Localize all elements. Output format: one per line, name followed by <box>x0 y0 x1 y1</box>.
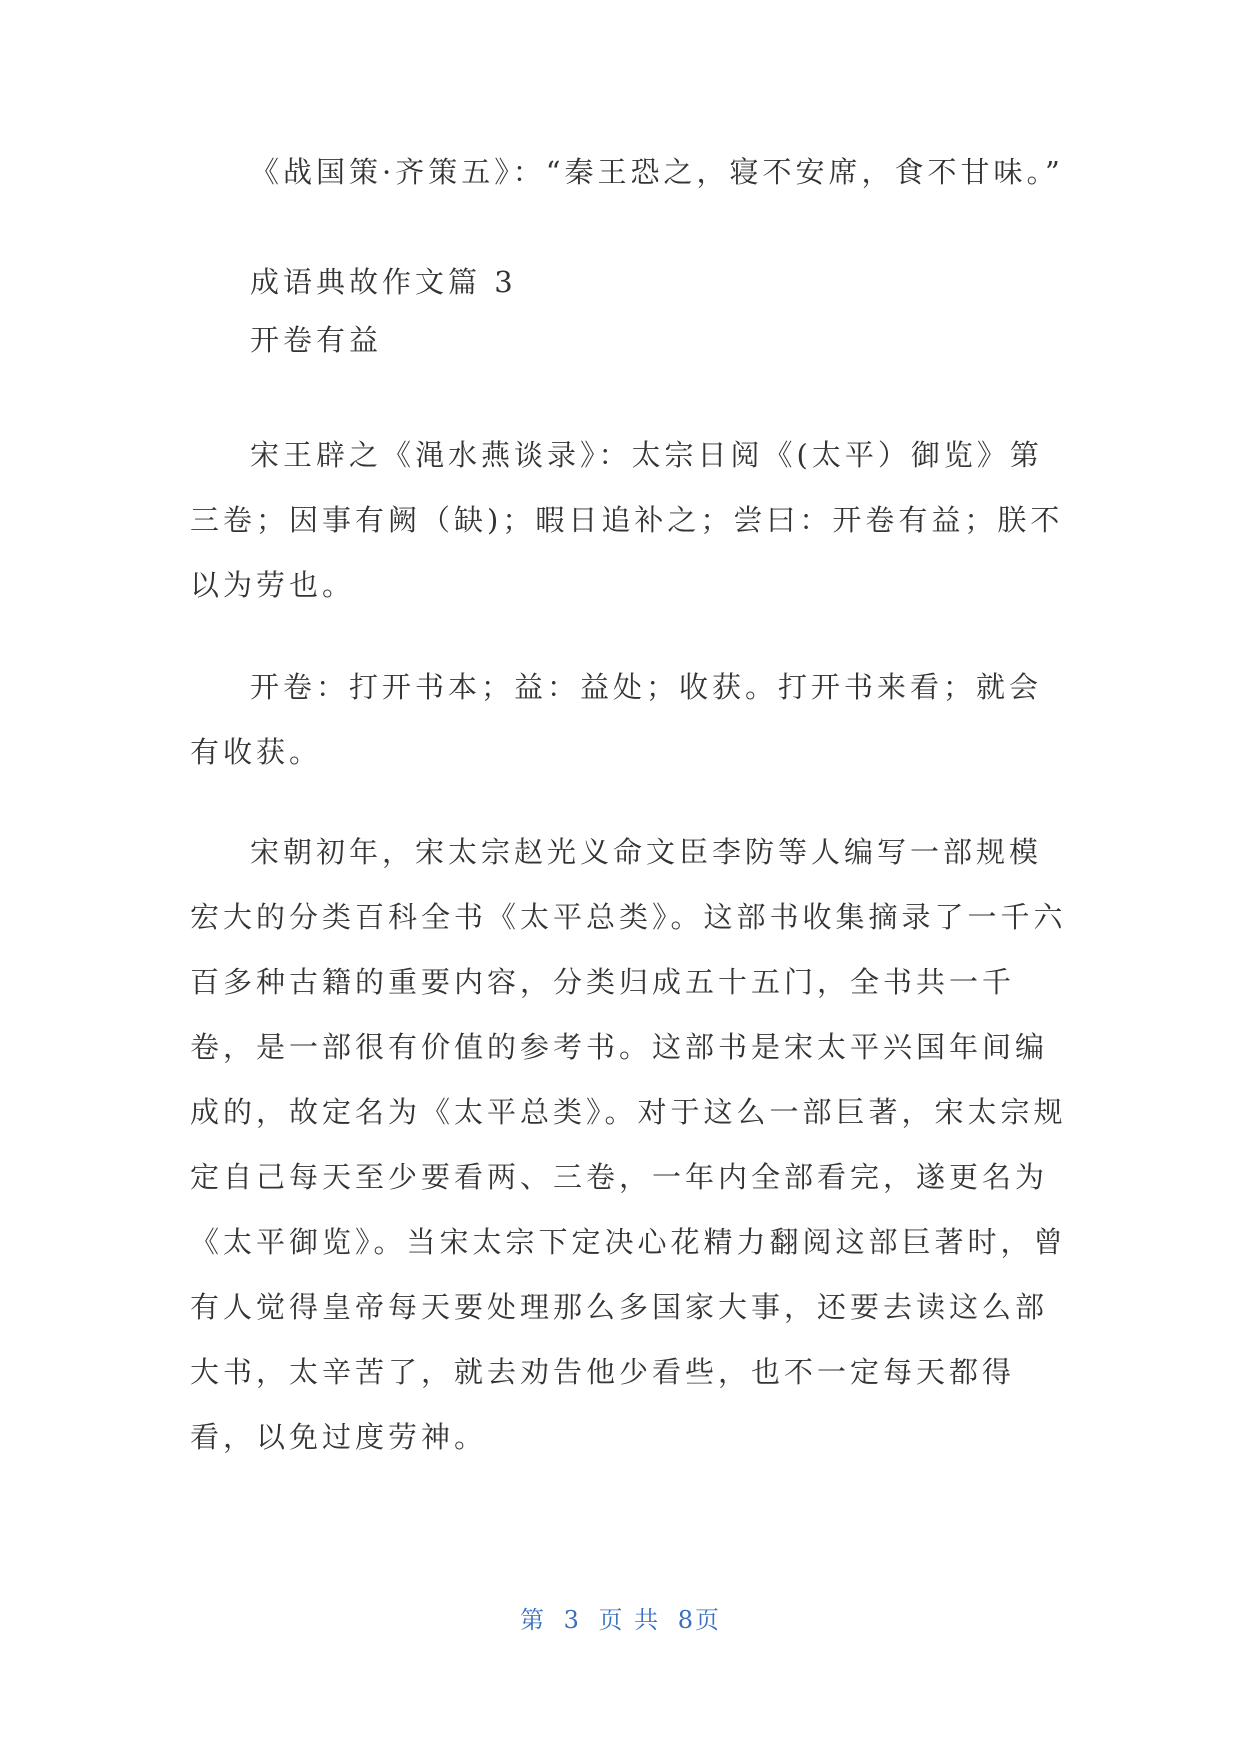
footer-page-number: 3 <box>563 1606 581 1634</box>
source-paragraph: 宋王辟之《渑水燕谈录》：太宗日阅《(太平）御览》第三卷；因事有阙（缺)；暇日追补之；尝曰：开卷有益；朕不以为劳也。 <box>190 438 1064 602</box>
page-footer <box>0 1600 1241 1635</box>
footer-page-total: 8页 <box>677 1606 722 1634</box>
definition-paragraph: 开卷：打开书本；益：益处；收获。打开书来看；就会有收获。 <box>190 670 1043 769</box>
story-paragraph: 宋朝初年，宋太宗赵光义命文臣李防等人编写一部规模宏大的分类百科全书《太平总类》。这部书收集摘录了一千六百多种古籍的重要内容，分类归成五十五门，全书共一千卷，是一部很有价值的参考书。这部书是宋太平兴国年间编成的，故定名为《太平总类》。对于这么一部巨著，宋太宗规定自己每天至少要看两、三卷，一年内全部看完，遂更名为《太平御览》。当宋太宗下定决心花精力翻阅这部巨著时，曾有人觉得皇帝每天要处理那么多国家大事，还要去读这么部大书，太辛苦了，就去劝告他少看些，也不一定每天都得看，以免过度劳神。 <box>190 835 1067 1454</box>
footer-mid: 页 共 <box>598 1606 661 1634</box>
footer-prefix: 第 <box>519 1606 546 1634</box>
quote-paragraph: 《战国策·齐策五》：“秦王恐之，寝不安席，食不甘味。” <box>250 155 1064 189</box>
idiom-title: 开卷有益 <box>250 323 383 357</box>
section-title: 成语典故作文篇 3 <box>250 265 517 299</box>
